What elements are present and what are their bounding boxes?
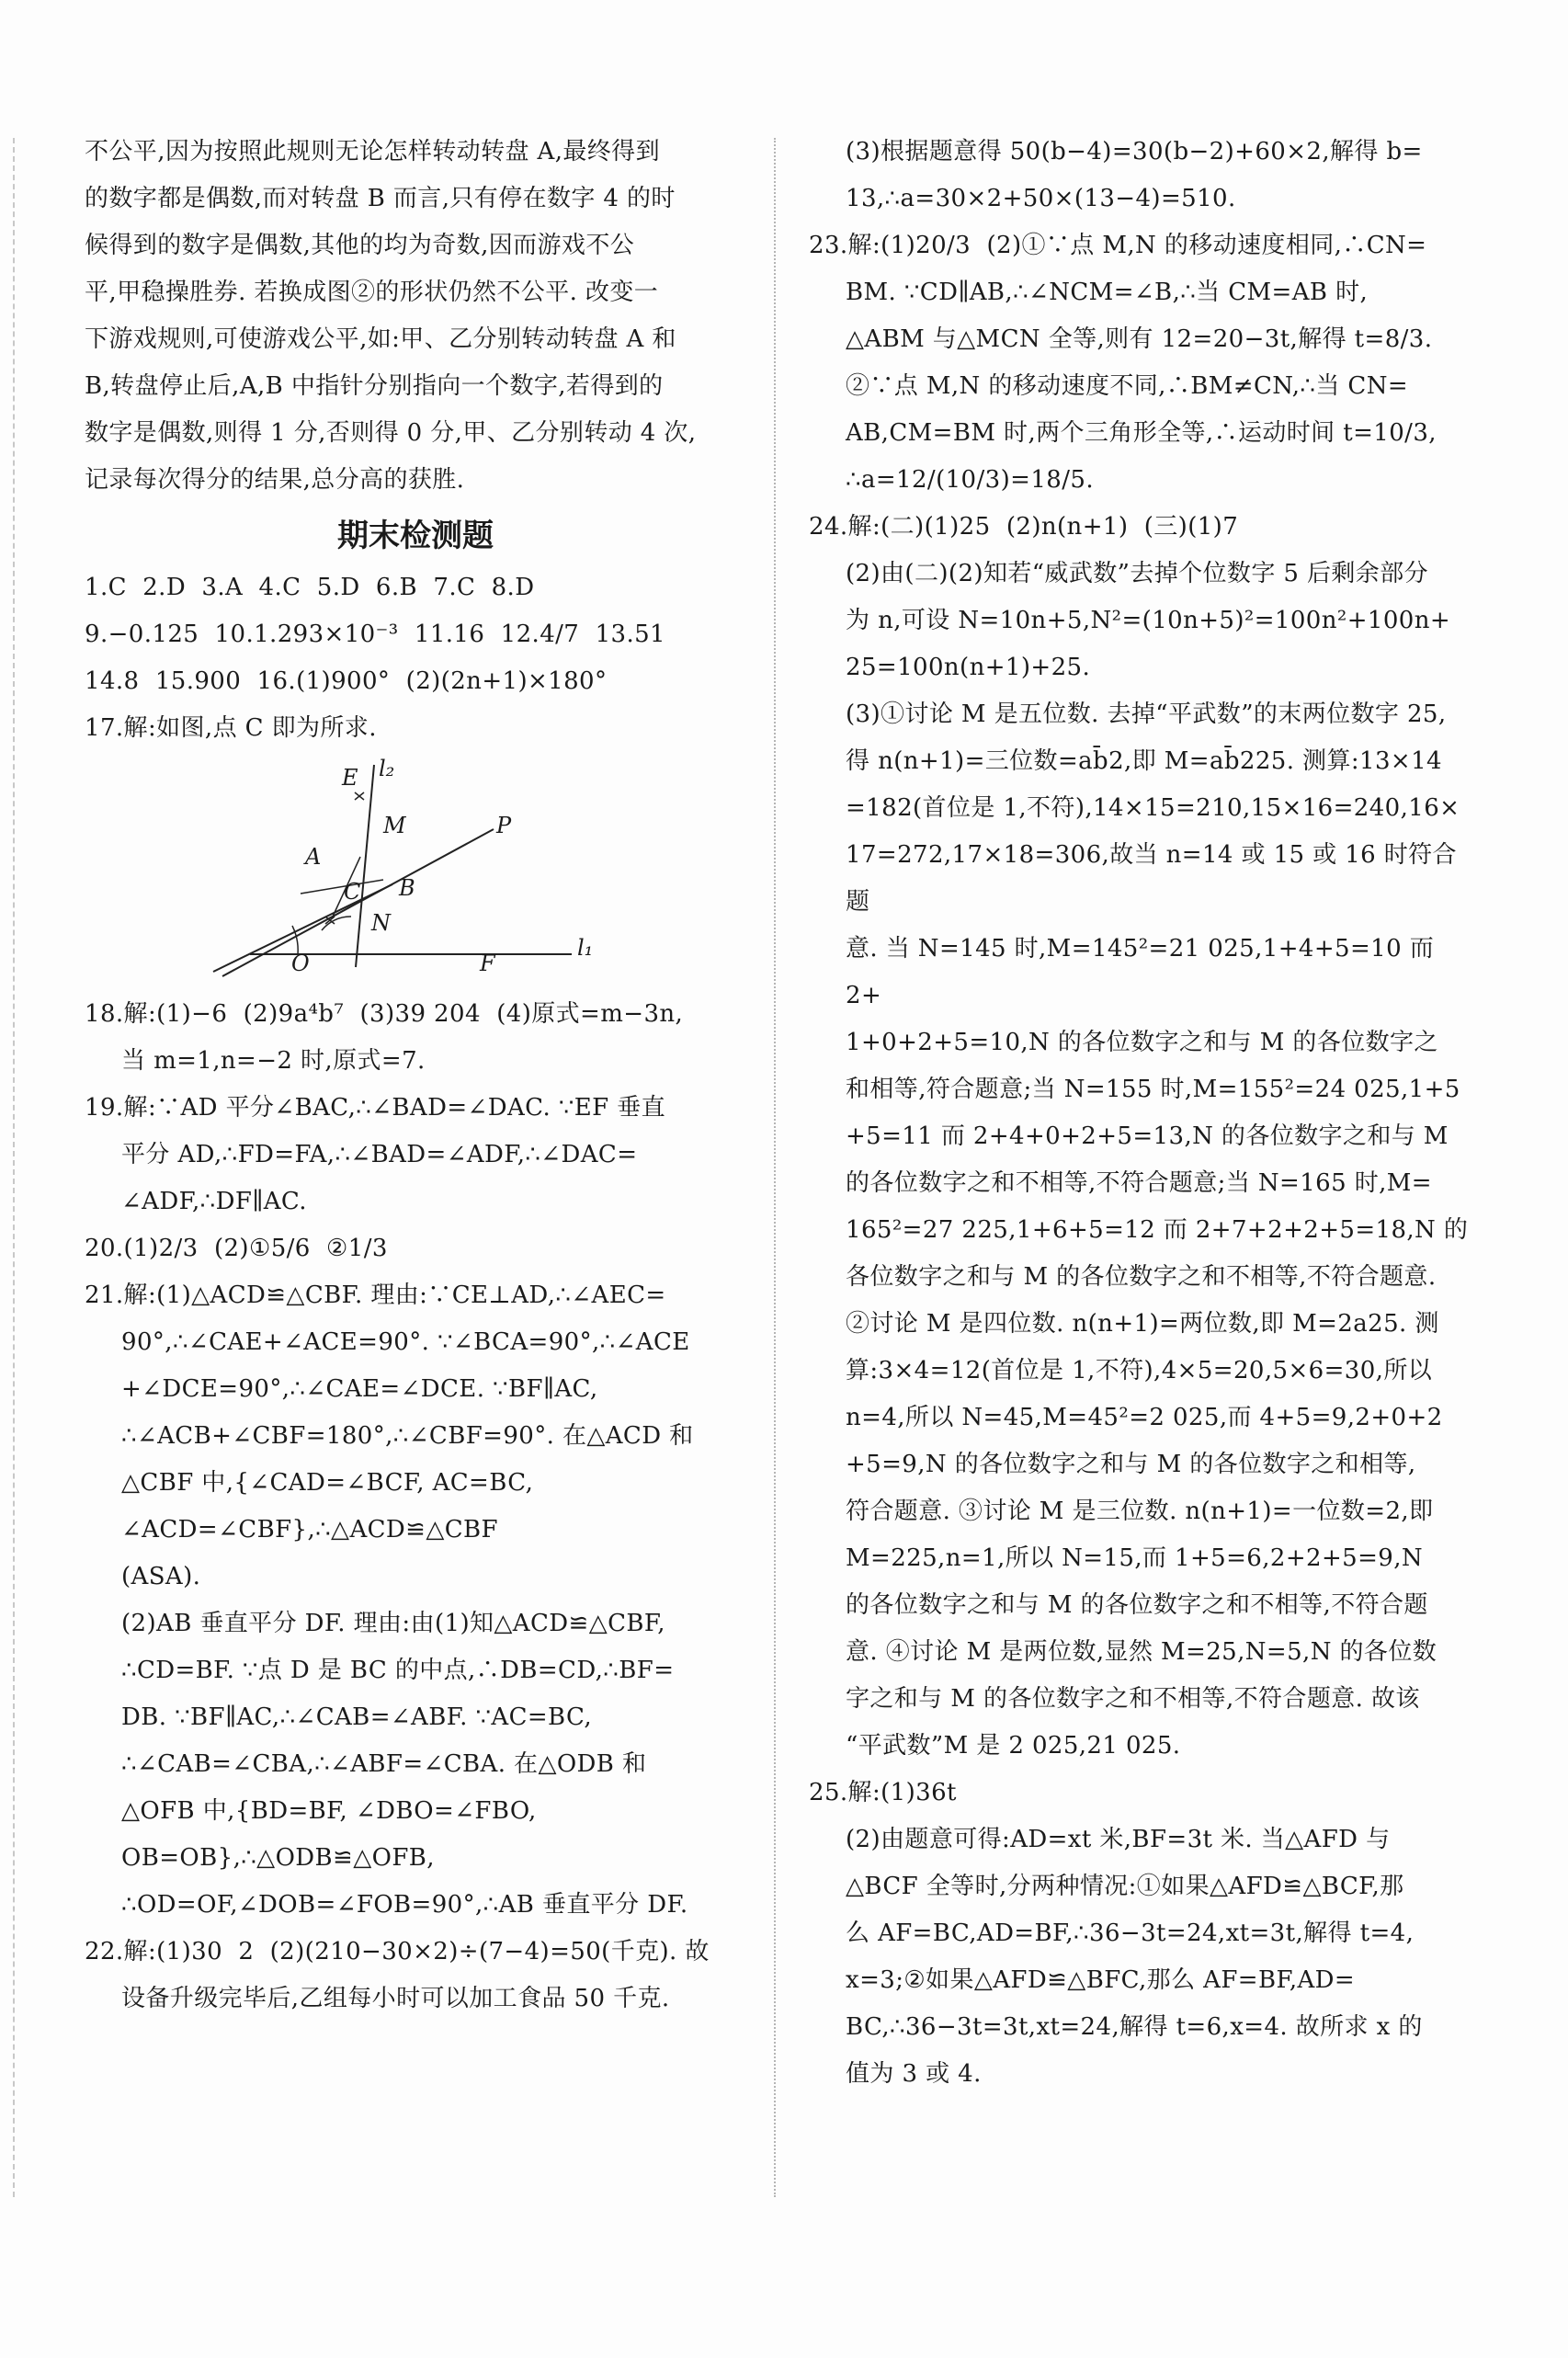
answer-row-14-16: 14.8 15.900 16.(1)900° (2)(2n+1)×180° <box>85 667 608 695</box>
text-line: 和相等,符合题意;当 N=155 时,M=155²=24 025,1+5 <box>846 1076 1460 1103</box>
text-line: +5=11 而 2+4+0+2+5=13,N 的各位数字之和与 M <box>846 1122 1449 1150</box>
arc-mark-e <box>355 792 364 800</box>
right-column <box>809 129 1471 2098</box>
text-line: (2)AB 垂直平分 DF. 理由:由(1)知△ACD≌△CBF, <box>121 1610 665 1637</box>
text-line: ∴OD=OF,∠DOB=∠FOB=90°,∴AB 垂直平分 DF. <box>121 1891 688 1919</box>
text-line: 23.解:(1)20/3 (2)①∵点 M,N 的移动速度相同,∴CN= <box>809 232 1427 259</box>
text-line: ②讨论 M 是四位数. n(n+1)=两位数,即 M=2a25. 测 <box>846 1310 1439 1338</box>
binding-edge-line <box>13 138 15 2197</box>
text-line: △CBF 中,{∠CAD=∠BCF, AC=BC, ∠ACD=∠CBF},∴△ACD≌△CBF <box>121 1469 541 1544</box>
text-line: 么 AF=BC,AD=BF,∴36−3t=24,xt=3t,解得 t=4, <box>846 1919 1415 1947</box>
intro-block <box>85 129 746 504</box>
text-line: 各位数字之和与 M 的各位数字之和不相等,不符合题意. <box>846 1263 1437 1291</box>
text-line: 当 m=1,n=−2 时,原式=7. <box>121 1047 426 1075</box>
label-l1: l₁ <box>577 935 594 961</box>
text-line: △OFB 中,{BD=BF, ∠DBO=∠FBO, OB=OB},∴△ODB≌△OFB, <box>121 1797 545 1872</box>
text-line: 算:3×4=12(首位是 1,不符),4×5=20,5×6=30,所以 <box>846 1357 1433 1384</box>
text-line: (3)根据题意得 50(b−4)=30(b−2)+60×2,解得 b= <box>846 138 1423 165</box>
text-line: 得 n(n+1)=三位数=ab̄2,即 M=ab̄225. 测算:13×14 <box>846 747 1442 775</box>
question-17: 17.解:如图,点 C 即为所求. <box>85 714 377 742</box>
text-line: 165²=27 225,1+6+5=12 而 2+7+2+2+5=18,N 的 <box>846 1216 1469 1244</box>
text-line: 为 n,可设 N=10n+5,N²=(10n+5)²=100n²+100n+ <box>846 607 1451 634</box>
text-line: B,转盘停止后,A,B 中指针分别指向一个数字,若得到的 <box>85 372 664 400</box>
text-line: 24.解:(二)(1)25 (2)n(n+1) (三)(1)7 <box>809 513 1239 541</box>
label-l2: l₂ <box>379 756 395 781</box>
text-line: 候得到的数字是偶数,其他的均为奇数,因而游戏不公 <box>85 232 635 259</box>
label-p: P <box>496 813 512 838</box>
text-line: 设备升级完毕后,乙组每小时可以加工食品 50 千克. <box>121 1985 670 2012</box>
text-line: 平分 AD,∴FD=FA,∴∠BAD=∠ADF,∴∠DAC= <box>121 1141 638 1168</box>
text-line: AB,CM=BM 时,两个三角形全等,∴运动时间 t=10/3, <box>846 419 1437 447</box>
text-line: 90°,∴∠CAE+∠ACE=90°. ∵∠BCA=90°,∴∠ACE <box>121 1328 690 1356</box>
text-line: (ASA). <box>121 1563 201 1590</box>
text-line: +∠DCE=90°,∴∠CAE=∠DCE. ∵BF∥AC, <box>121 1375 598 1403</box>
label-c: C <box>344 879 361 905</box>
text-line: 意. ④讨论 M 是两位数,显然 M=25,N=5,N 的各位数 <box>846 1638 1437 1666</box>
text-line: 数字是偶数,则得 1 分,否则得 0 分,甲、乙分别转动 4 次, <box>85 419 697 447</box>
text-line: 值为 3 或 4. <box>846 2060 982 2088</box>
text-line: M=225,n=1,所以 N=15,而 1+5=6,2+2+5=9,N <box>846 1544 1424 1572</box>
text-line: 符合题意. ③讨论 M 是三位数. n(n+1)=一位数=2,即 <box>846 1498 1434 1525</box>
label-m: M <box>383 813 406 838</box>
text-line: △BCF 全等时,分两种情况:①如果△AFD≌△BCF,那 <box>846 1873 1404 1900</box>
text-line: (2)由题意可得:AD=xt 米,BF=3t 米. 当△AFD 与 <box>846 1826 1391 1853</box>
text-line: ∴CD=BF. ∵点 D 是 BC 的中点,∴DB=CD,∴BF= <box>121 1657 675 1684</box>
text-line: 21.解:(1)△ACD≌△CBF. 理由:∵CE⊥AD,∴∠AEC= <box>85 1282 666 1309</box>
text-line: ②∵点 M,N 的移动速度不同,∴BM≠CN,∴当 CN= <box>846 372 1409 400</box>
segment-ab <box>301 880 383 894</box>
label-f: F <box>480 951 495 976</box>
figure-drawing <box>85 756 746 985</box>
text-line: BC,∴36−3t=3t,xt=24,解得 t=6,x=4. 故所求 x 的 <box>846 2013 1423 2041</box>
construction-figure <box>85 756 746 985</box>
text-line: =182(首位是 1,不符),14×15=210,15×16=240,16× <box>846 794 1460 822</box>
text-line: 19.解:∵AD 平分∠BAC,∴∠BAD=∠DAC. ∵EF 垂直 <box>85 1094 666 1122</box>
text-line: 下游戏规则,可使游戏公平,如:甲、乙分别转动转盘 A 和 <box>85 325 676 353</box>
text-line: ∴a=12/(10/3)=18/5. <box>846 466 1094 494</box>
text-line: 18.解:(1)−6 (2)9a⁴b⁷ (3)39 204 (4)原式=m−3n, <box>85 1000 684 1028</box>
answer-row-9-13: 9.−0.125 10.1.293×10⁻³ 11.16 12.4/7 13.51 <box>85 621 665 648</box>
text-line: 平,甲稳操胜券. 若换成图②的形状仍然不公平. 改变一 <box>85 279 659 306</box>
text-line: 的各位数字之和与 M 的各位数字之和不相等,不符合题 <box>846 1591 1428 1619</box>
text-line: “平武数”M 是 2 025,21 025. <box>846 1732 1181 1760</box>
text-line: 字之和与 M 的各位数字之和不相等,不符合题意. 故该 <box>846 1685 1420 1713</box>
text-line: △ABM 与△MCN 全等,则有 12=20−3t,解得 t=8/3. <box>846 325 1433 353</box>
text-line: DB. ∵BF∥AC,∴∠CAB=∠ABF. ∵AC=BC, <box>121 1703 593 1731</box>
text-line: 的数字都是偶数,而对转盘 B 而言,只有停在数字 4 的时 <box>85 185 676 212</box>
text-line: ∴∠ACB+∠CBF=180°,∴∠CBF=90°. 在△ACD 和 <box>121 1422 694 1450</box>
left-column <box>85 129 746 2022</box>
text-line: 17=272,17×18=306,故当 n=14 或 15 或 16 时符合题 <box>846 841 1457 916</box>
label-a: A <box>305 844 322 870</box>
text-line: 25=100n(n+1)+25. <box>846 654 1091 681</box>
answers-18-22 <box>85 991 746 2022</box>
text-line: ∠ADF,∴DF∥AC. <box>121 1188 307 1215</box>
label-n: N <box>371 910 391 936</box>
text-line: +5=9,N 的各位数字之和与 M 的各位数字之和相等, <box>846 1451 1416 1478</box>
text-line: ∴∠CAB=∠CBA,∴∠ABF=∠CBA. 在△ODB 和 <box>121 1750 647 1778</box>
answer-row-1-8: 1.C 2.D 3.A 4.C 5.D 6.B 7.C 8.D <box>85 574 535 601</box>
text-line: BM. ∵CD∥AB,∴∠NCM=∠B,∴当 CM=AB 时, <box>846 279 1369 306</box>
text-line: 意. 当 N=145 时,M=145²=21 025,1+4+5=10 而 2+ <box>846 935 1442 1009</box>
text-line: 20.(1)2/3 (2)①5/6 ②1/3 <box>85 1235 388 1262</box>
text-line: 22.解:(1)30 2 (2)(210−30×2)÷(7−4)=50(千克). 故 <box>85 1938 710 1965</box>
label-b: B <box>399 875 415 901</box>
text-line: (2)由(二)(2)知若“威武数”去掉个位数字 5 后剩余部分 <box>846 560 1429 587</box>
text-line: (3)①讨论 M 是五位数. 去掉“平武数”的末两位数字 25, <box>846 701 1447 728</box>
text-line: x=3;②如果△AFD≌△BFC,那么 AF=BF,AD= <box>846 1966 1356 1994</box>
text-line: 1+0+2+5=10,N 的各位数字之和与 M 的各位数字之 <box>846 1029 1438 1056</box>
text-line: 25.解:(1)36t <box>809 1779 957 1806</box>
text-line: 13,∴a=30×2+50×(13−4)=510. <box>846 185 1236 212</box>
column-divider <box>774 138 776 2197</box>
text-line: 的各位数字之和不相等,不符合题意;当 N=165 时,M= <box>846 1169 1432 1197</box>
label-o: O <box>291 951 310 976</box>
text-line: 记录每次得分的结果,总分高的获胜. <box>85 466 465 494</box>
section-title: 期末检测题 <box>337 518 494 554</box>
text-line: n=4,所以 N=45,M=45²=2 025,而 4+5=9,2+0+2 <box>846 1404 1443 1431</box>
text-line: 不公平,因为按照此规则无论怎样转动转盘 A,最终得到 <box>85 138 660 165</box>
label-e: E <box>342 765 358 791</box>
